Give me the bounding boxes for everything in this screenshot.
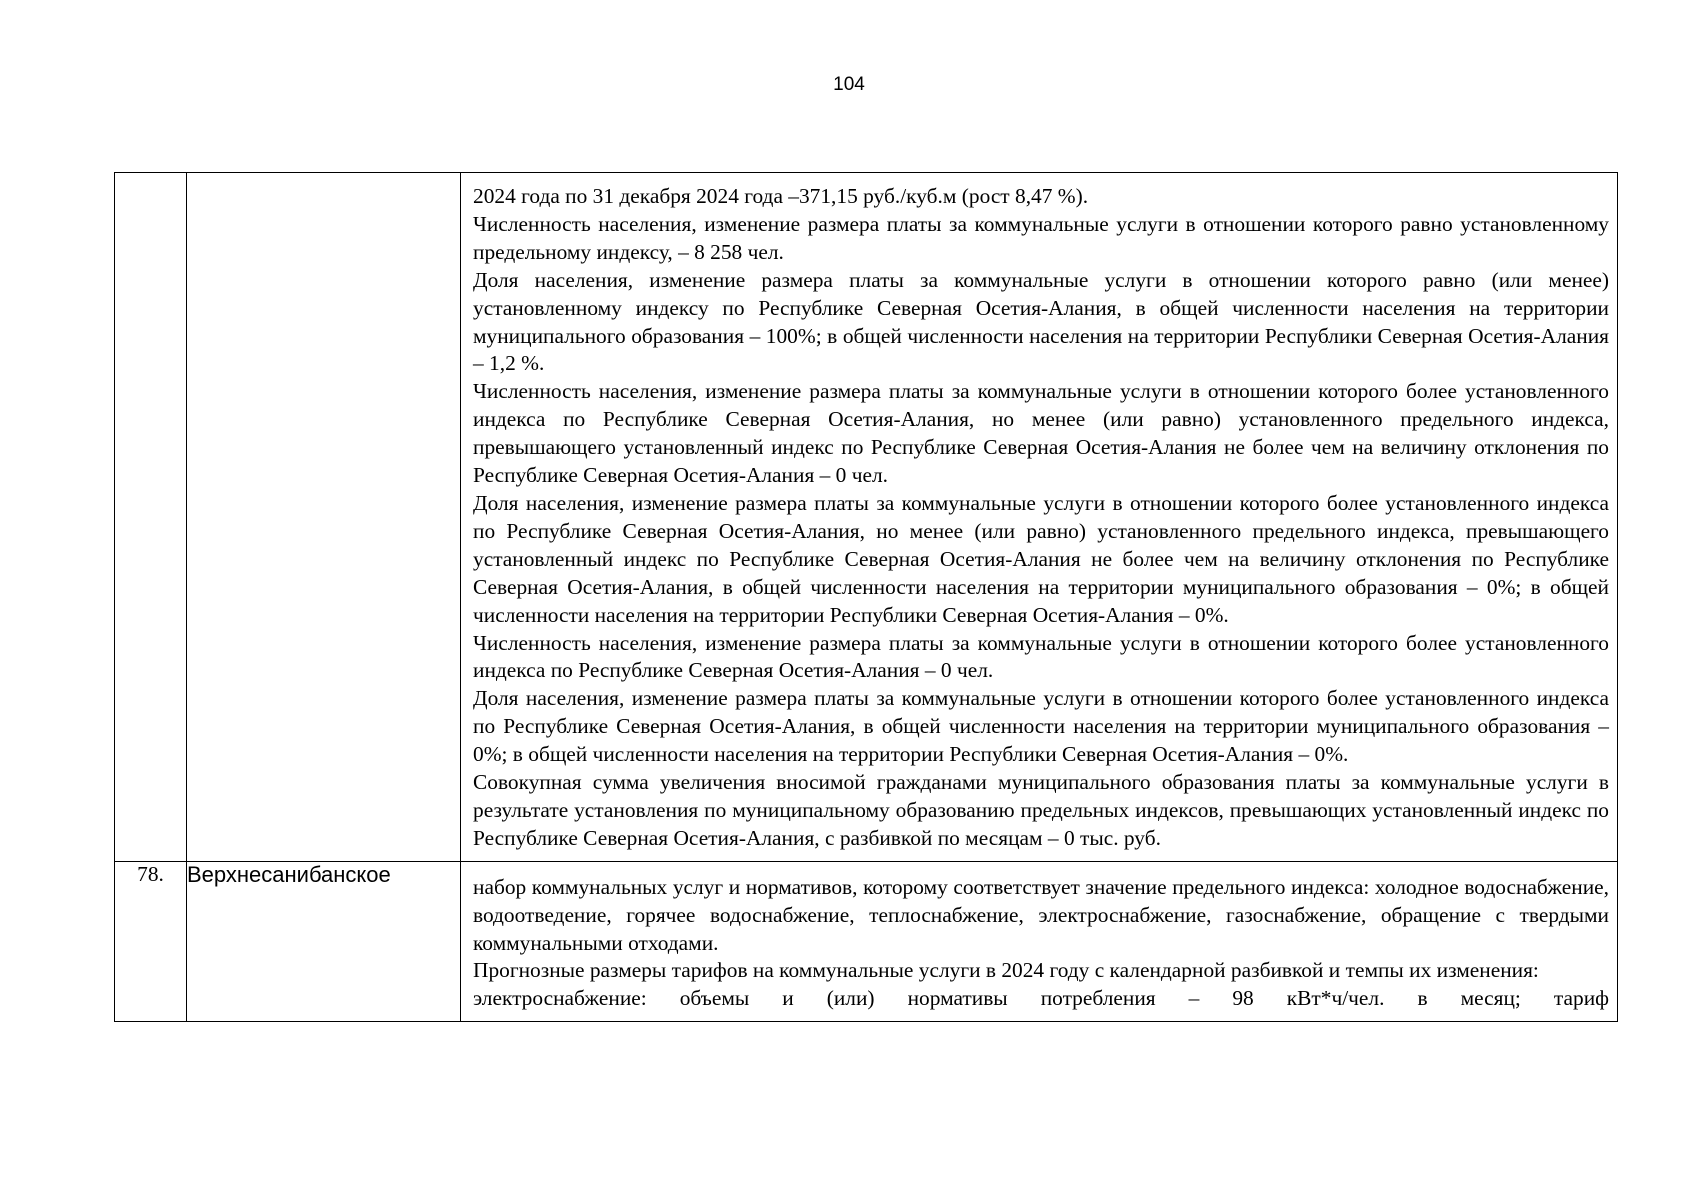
table-row-78 [115,861,1618,1022]
table-row-continuation [115,173,1618,862]
row-number-cell: 78. [115,861,187,1022]
tariff-table [114,172,1618,1022]
paragraph: 2024 года по 31 декабря 2024 года –371,15 руб./куб.м (рост 8,47 %). [473,184,1089,208]
description-cell [461,861,1618,1022]
description-cell [461,173,1618,862]
row-number-cell [115,173,187,862]
paragraph: Численность населения, изменение размера платы за коммунальные услуги в отношении которого более установленного индекса по Республике Северная Осетия-Алания – 0 чел. [473,630,1609,683]
paragraph: набор коммунальных услуг и нормативов, которому соответствует значение предельного индекса: холодное водоснабжение, водоотведение, горячее водоснабжение, теплоснабжение, электроснабжение, газоснабжение, обращение с твердыми коммунальными отходами. [473,874,1609,955]
municipality-name-cell: Верхнесанибанское [187,861,461,1022]
municipality-name-cell [187,173,461,862]
paragraph: Доля населения, изменение размера платы за коммунальные услуги в отношении которого более установленного индекса по Республике Северная Осетия-Алания, но менее (или равно) установленного предельного индекса, превышающего установленный индекс по Республике Северная Осетия-Алания не более чем на величину отклонения по Республике Северная Осетия-Алания, в общей численности населения на территории муниципального образования – 0%; в общей численности населения на территории Республики Северная Осетия-Алания – 0%. [473,490,1609,627]
paragraph: Численность населения, изменение размера платы за коммунальные услуги в отношении которого более установленного индекса по Республике Северная Осетия-Алания, но менее (или равно) установленного предельного индекса, превышающего установленный индекс по Республике Северная Осетия-Алания не более чем на величину отклонения по Республике Северная Осетия-Алания – 0 чел. [473,379,1609,488]
paragraph: Доля населения, изменение размера платы за коммунальные услуги в отношении которого равно (или менее) установленному индексу по Республике Северная Осетия-Алания, в общей численности населения на территории муниципального образования – 100%; в общей численности населения на территории Республики Северная Осетия-Алания – 1,2 %. [473,267,1609,376]
paragraph: электроснабжение: объемы и (или) нормативы потребления – 98 кВт*ч/чел. в месяц; тариф [473,986,1609,1011]
paragraph: Совокупная сумма увеличения вносимой гражданами муниципального образования платы за коммунальные услуги в результате установления по муниципальному образованию предельных индексов, превышающих установленный индекс по Республике Северная Осетия-Алания, с разбивкой по месяцам – 0 тыс. руб. [473,770,1609,850]
paragraph: Доля населения, изменение размера платы за коммунальные услуги в отношении которого более установленного индекса по Республике Северная Осетия-Алания, в общей численности населения на территории муниципального образования – 0%; в общей численности населения на территории Республики Северная Осетия-Алания – 0%. [473,686,1609,767]
paragraph: Численность населения, изменение размера платы за коммунальные услуги в отношении которого равно установленному предельному индексу, – 8 258 чел. [473,211,1609,264]
page-number: 104 [833,74,865,95]
paragraph: Прогнозные размеры тарифов на коммунальные услуги в 2024 году с календарной разбивкой и темпы их изменения: [473,958,1539,983]
